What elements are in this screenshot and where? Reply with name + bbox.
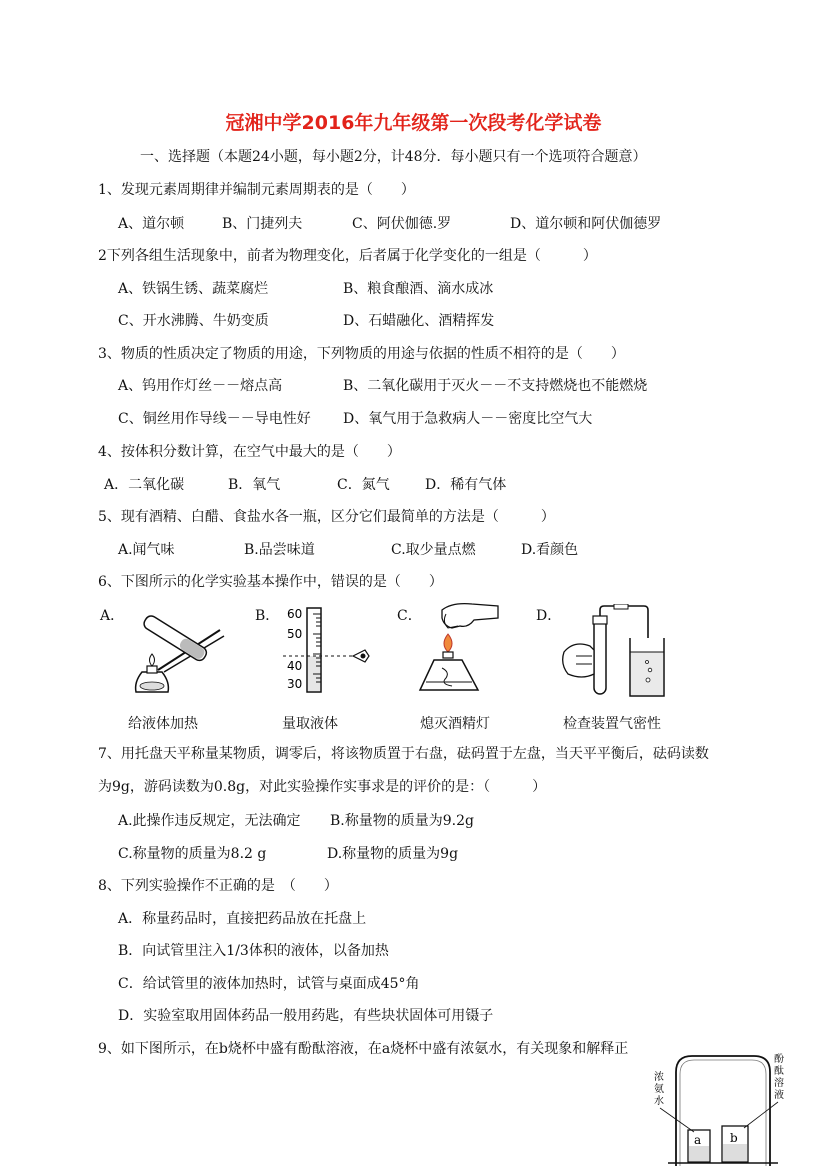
question-9-stem: 9、如下图所示，在b烧杯中盛有酚酞溶液，在a烧杯中盛有浓氨水，有关现象和解释正 <box>98 1041 629 1057</box>
q1-option-b: B、门捷列夫 <box>222 216 303 232</box>
q8-option-a: A．称量药品时，直接把药品放在托盘上 <box>118 911 367 927</box>
q8-option-d: D．实验室取用固体药品一般用药匙，有些块状固体可用镊子 <box>118 1008 494 1024</box>
q7-option-c: C.称量物的质量为8.2 g <box>118 846 267 862</box>
q3-option-c: C、铜丝用作导线－－导电性好 <box>118 411 311 427</box>
section-heading: 一、选择题（本题24小题，每小题2分，计48分．每小题只有一个选项符合题意） <box>140 149 647 165</box>
q6-label-b: B． <box>255 608 280 624</box>
q4-option-b: B．氧气 <box>228 477 281 493</box>
label-phenol-4: 液 <box>774 1090 784 1101</box>
figure-heating-liquid <box>120 610 230 702</box>
question-6-stem: 6、下图所示的化学实验基本操作中，错误的是（ ） <box>98 574 443 590</box>
tick-30: 30 <box>287 677 303 691</box>
figure-extinguish-lamp <box>412 600 502 706</box>
q1-option-a: A、道尔顿 <box>118 216 185 232</box>
exam-title: 冠湘中学2016年九年级第一次段考化学试卷 <box>225 112 602 134</box>
q6-label-d: D． <box>536 608 562 624</box>
q5-option-a: A.闻气味 <box>118 542 175 558</box>
question-1-stem: 1、发现元素周期律并编制元素周期表的是（ ） <box>98 182 415 198</box>
question-2-stem: 2下列各组生活现象中，前者为物理变化，后者属于化学变化的一组是（ ） <box>98 248 597 264</box>
label-ammonia-1: 浓 <box>654 1072 664 1083</box>
question-5-stem: 5、现有酒精、白醋、食盐水各一瓶，区分它们最简单的方法是（ ） <box>98 509 555 525</box>
beaker-b-label: b <box>730 1131 738 1145</box>
q2-option-b: B、粮食酿酒、滴水成冰 <box>343 281 494 297</box>
q6-label-c: C． <box>397 608 422 624</box>
caption-extinguish-lamp: 熄灭酒精灯 <box>420 716 490 732</box>
q7-option-b: B.称量物的质量为9.2g <box>330 813 474 829</box>
beaker-a-label: a <box>694 1133 702 1147</box>
label-phenol-2: 酞 <box>774 1066 784 1077</box>
label-ammonia-2: 氨 <box>654 1084 664 1095</box>
figure-reading-cylinder <box>283 606 373 696</box>
q7-option-d: D.称量物的质量为9g <box>327 846 459 862</box>
label-ammonia-3: 水 <box>654 1096 664 1107</box>
question-3-stem: 3、物质的性质决定了物质的用途，下列物质的用途与依据的性质不相符的是（ ） <box>98 346 625 362</box>
q4-option-d: D．稀有气体 <box>425 477 507 493</box>
tick-50: 50 <box>287 627 303 641</box>
tick-60: 60 <box>287 607 303 621</box>
label-phenol-1: 酚 <box>774 1054 784 1065</box>
question-4-stem: 4、按体积分数计算，在空气中最大的是（ ） <box>98 444 401 460</box>
q2-option-c: C、开水沸腾、牛奶变质 <box>118 313 269 329</box>
q6-label-a: A． <box>100 608 125 624</box>
q8-option-c: C．给试管里的液体加热时，试管与桌面成45°角 <box>118 976 420 992</box>
question-7-stem-line2: 为9g，游码读数为0.8g，对此实验操作实事求是的评价的是：（ ） <box>98 779 547 795</box>
q3-option-d: D、氧气用于急救病人－－密度比空气大 <box>343 411 593 427</box>
q3-option-a: A、钨用作灯丝－－熔点高 <box>118 378 283 394</box>
q1-option-c: C、阿伏伽德.罗 <box>352 216 452 232</box>
caption-reading-cylinder: 量取液体 <box>282 716 338 732</box>
q7-option-a: A.此操作违反规定，无法确定 <box>118 813 301 829</box>
q2-option-d: D、石蜡融化、酒精挥发 <box>343 313 495 329</box>
q5-option-d: D.看颜色 <box>521 542 579 558</box>
question-8-stem: 8、下列实验操作不正确的是 （ ） <box>98 878 338 894</box>
q5-option-b: B.品尝味道 <box>244 542 315 558</box>
question-7-stem-line1: 7、用托盘天平称量某物质，调零后，将该物质置于右盘，砝码置于左盘，当天平平衡后，砝码读数 <box>98 746 709 762</box>
q1-option-d: D、道尔顿和阿伏伽德罗 <box>510 216 662 232</box>
q8-option-b: B．向试管里注入1/3体积的液体，以备加热 <box>118 943 389 959</box>
caption-airtightness: 检查装置气密性 <box>563 716 661 732</box>
q4-option-c: C．氮气 <box>337 477 390 493</box>
q3-option-b: B、二氧化碳用于灭火－－不支持燃烧也不能燃烧 <box>343 378 648 394</box>
q4-option-a: A．二氧化碳 <box>104 477 185 493</box>
figure-bell-jar-beakers <box>654 1050 804 1166</box>
caption-heating-liquid: 给液体加热 <box>128 716 198 732</box>
tick-40: 40 <box>287 659 303 673</box>
figure-airtightness-check <box>560 604 670 700</box>
label-phenol-3: 溶 <box>774 1078 784 1089</box>
q2-option-a: A、铁锅生锈、蔬菜腐烂 <box>118 281 269 297</box>
q5-option-c: C.取少量点燃 <box>391 542 476 558</box>
